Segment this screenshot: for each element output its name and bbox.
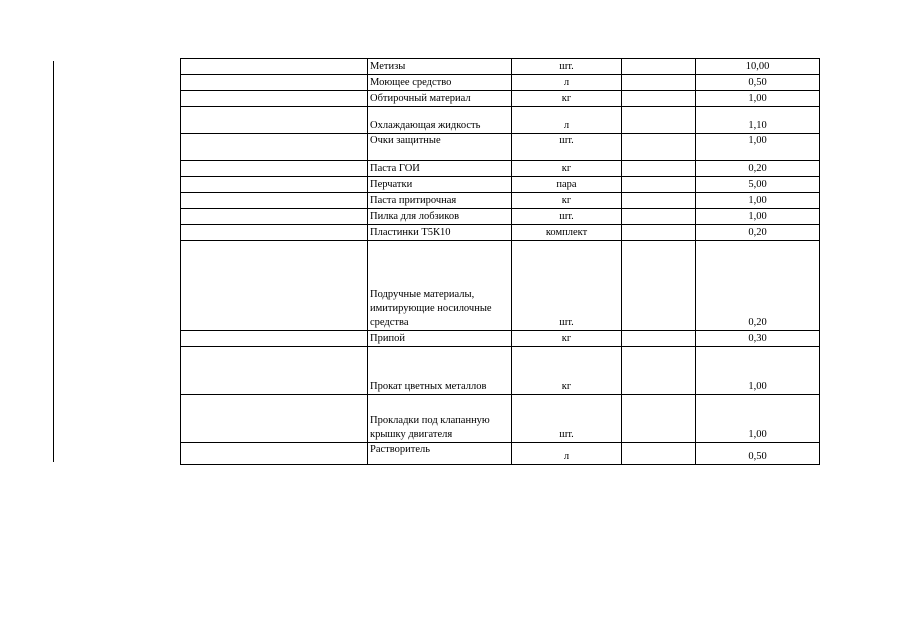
empty-cell [181, 347, 368, 395]
material-name: Паста притирочная [368, 193, 512, 209]
material-name: Пилка для лобзиков [368, 209, 512, 225]
quantity-cell: 1,10 [696, 107, 820, 134]
table-row [181, 91, 820, 107]
empty-cell [622, 331, 696, 347]
unit-cell: л [512, 75, 622, 91]
material-name: Растворитель [368, 443, 512, 465]
material-name: Метизы [368, 59, 512, 75]
quantity-cell: 0,30 [696, 331, 820, 347]
quantity-cell: 1,00 [696, 193, 820, 209]
material-name: Подручные материалы, имитирующие носилочные средства [368, 241, 512, 331]
table-row [181, 347, 820, 395]
material-name: Прокладки под клапанную крышку двигателя [368, 395, 512, 443]
quantity-cell: 1,00 [696, 347, 820, 395]
empty-cell [181, 59, 368, 75]
empty-cell [181, 225, 368, 241]
table-row [181, 75, 820, 91]
quantity-cell: 10,00 [696, 59, 820, 75]
empty-cell [181, 91, 368, 107]
quantity-cell: 1,00 [696, 395, 820, 443]
material-name: Пластинки Т5К10 [368, 225, 512, 241]
quantity-cell: 1,00 [696, 209, 820, 225]
unit-cell: кг [512, 161, 622, 177]
empty-cell [181, 75, 368, 91]
empty-cell [622, 347, 696, 395]
empty-cell [622, 91, 696, 107]
quantity-cell: 0,20 [696, 225, 820, 241]
unit-cell: шт. [512, 241, 622, 331]
table-row [181, 241, 820, 331]
empty-cell [181, 107, 368, 134]
material-name: Паста ГОИ [368, 161, 512, 177]
empty-cell [181, 177, 368, 193]
unit-cell: комплект [512, 225, 622, 241]
quantity-cell: 0,50 [696, 75, 820, 91]
table-row [181, 443, 820, 465]
empty-cell [622, 193, 696, 209]
quantity-cell: 0,50 [696, 443, 820, 465]
quantity-cell: 0,20 [696, 241, 820, 331]
empty-cell [181, 241, 368, 331]
unit-cell: шт. [512, 134, 622, 161]
empty-cell [622, 134, 696, 161]
quantity-cell: 0,20 [696, 161, 820, 177]
empty-cell [181, 134, 368, 161]
table-row [181, 395, 820, 443]
materials-table [180, 58, 820, 465]
table-row [181, 161, 820, 177]
unit-cell: кг [512, 91, 622, 107]
unit-cell: шт. [512, 209, 622, 225]
empty-cell [622, 177, 696, 193]
quantity-cell: 1,00 [696, 91, 820, 107]
unit-cell: шт. [512, 395, 622, 443]
material-name: Прокат цветных металлов [368, 347, 512, 395]
material-name: Перчатки [368, 177, 512, 193]
empty-cell [622, 107, 696, 134]
empty-cell [181, 193, 368, 209]
empty-cell [622, 395, 696, 443]
unit-cell: пара [512, 177, 622, 193]
empty-cell [181, 443, 368, 465]
empty-cell [181, 331, 368, 347]
material-name: Моющее средство [368, 75, 512, 91]
empty-cell [622, 59, 696, 75]
quantity-cell: 1,00 [696, 134, 820, 161]
unit-cell: л [512, 107, 622, 134]
table-row [181, 225, 820, 241]
unit-cell: шт. [512, 59, 622, 75]
unit-cell: л [512, 443, 622, 465]
empty-cell [181, 395, 368, 443]
material-name: Припой [368, 331, 512, 347]
empty-cell [181, 161, 368, 177]
left-margin-line [53, 61, 54, 462]
material-name: Охлаждающая жидкость [368, 107, 512, 134]
unit-cell: кг [512, 193, 622, 209]
quantity-cell: 5,00 [696, 177, 820, 193]
table-row [181, 59, 820, 75]
empty-cell [622, 241, 696, 331]
table-row [181, 209, 820, 225]
empty-cell [622, 161, 696, 177]
empty-cell [622, 209, 696, 225]
empty-cell [622, 443, 696, 465]
unit-cell: кг [512, 347, 622, 395]
material-name: Очки защитные [368, 134, 512, 161]
table-row [181, 331, 820, 347]
table-row [181, 193, 820, 209]
empty-cell [622, 75, 696, 91]
table-row [181, 107, 820, 134]
unit-cell: кг [512, 331, 622, 347]
table-row [181, 177, 820, 193]
table-row [181, 134, 820, 161]
empty-cell [622, 225, 696, 241]
empty-cell [181, 209, 368, 225]
material-name: Обтирочный материал [368, 91, 512, 107]
